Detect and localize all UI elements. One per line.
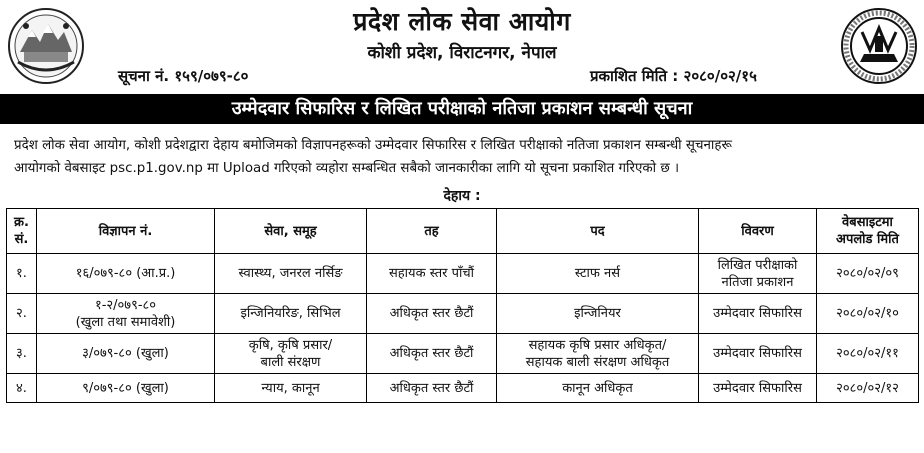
- cell-text: कानून अधिकृत: [562, 380, 633, 396]
- cell-text: इन्जिनियर: [574, 306, 621, 321]
- intro-paragraph: [14, 134, 914, 180]
- cell-text: (खुला तथा समावेशी): [75, 314, 176, 330]
- cell-post: [497, 294, 699, 334]
- cell-level: अधिकृत स्तर छैटौं: [367, 294, 497, 334]
- cell-text: स्टाफ नर्स: [574, 266, 621, 281]
- col-header-post: पद: [497, 209, 699, 254]
- cell-upload-date: २०८०/०२/१२: [817, 374, 919, 403]
- cell-text: लिखित परीक्षाको: [717, 257, 798, 273]
- cell-ad-no: [37, 334, 215, 374]
- commission-title: प्रदेश लोक सेवा आयोग: [353, 7, 571, 36]
- cell-post: [497, 374, 699, 403]
- cell-ad-no: [37, 254, 215, 294]
- col-header-upload-date: [817, 209, 919, 254]
- cell-level: अधिकृत स्तर छैटौं: [367, 334, 497, 374]
- intro-line: आयोगको वेबसाइट psc.p1.gov.np मा Upload गरिएको व्यहोरा सम्बन्धित सबैको जानकारीका लागि यो सूचना प्रकाशित गरिएको छ ।: [14, 161, 680, 176]
- cell-text: स्वास्थ्य, जनरल नर्सिङ: [238, 266, 343, 281]
- cell-level: सहायक स्तर पाँचौं: [367, 254, 497, 294]
- cell-ad-no: [37, 374, 215, 403]
- cell-details: [699, 374, 817, 403]
- header-text: अपलोड मिति: [836, 232, 899, 247]
- cell-text: उम्मेदवार सिफारिस: [713, 346, 802, 361]
- cell-sn: १.: [7, 254, 37, 294]
- cell-text: बाली संरक्षण: [260, 354, 321, 370]
- header-text: सं.: [14, 232, 29, 247]
- col-header-level: तह: [367, 209, 497, 254]
- cell-details: [699, 254, 817, 294]
- col-header-ad-no: विज्ञापन नं.: [37, 209, 215, 254]
- table-header-row: [7, 209, 919, 254]
- cell-text: ३/०७९-८० (खुला): [82, 346, 169, 361]
- cell-text: न्याय, कानून: [261, 380, 320, 396]
- cell-sn: ३.: [7, 334, 37, 374]
- cell-text: उम्मेदवार सिफारिस: [713, 380, 802, 396]
- header-text: क्र.: [14, 215, 29, 230]
- cell-service: [215, 294, 367, 334]
- header-text: वेबसाइटमा: [842, 215, 893, 230]
- cell-service: [215, 254, 367, 294]
- results-table: [6, 208, 919, 403]
- cell-level: अधिकृत स्तर छैटौं: [367, 374, 497, 403]
- table-row: [7, 254, 919, 294]
- cell-ad-no: [37, 294, 215, 334]
- cell-service: [215, 334, 367, 374]
- cell-details: [699, 334, 817, 374]
- cell-post: [497, 334, 699, 374]
- cell-details: [699, 294, 817, 334]
- table-row: [7, 334, 919, 374]
- cell-text: नतिजा प्रकाशन: [721, 274, 794, 290]
- cell-text: १६/०७९-८० (आ.प्र.): [75, 266, 176, 281]
- cell-post: [497, 254, 699, 294]
- table-row: [7, 374, 919, 403]
- cell-text: सहायक कृषि प्रसार अधिकृत/: [528, 337, 667, 353]
- col-header-details: विवरण: [699, 209, 817, 254]
- cell-upload-date: २०८०/०२/११: [817, 334, 919, 374]
- cell-text: ९/०७९-८० (खुला): [82, 380, 169, 396]
- cell-text: १-२/०७९-८०: [94, 297, 157, 313]
- col-header-service: सेवा, समूह: [215, 209, 367, 254]
- cell-text: सहायक बाली संरक्षण अधिकृत: [525, 354, 670, 370]
- cell-upload-date: २०८०/०२/०९: [817, 254, 919, 294]
- notice-heading-banner: उम्मेदवार सिफारिस र लिखित परीक्षाको नतिजा प्रकाशन सम्बन्धी सूचना: [0, 94, 924, 124]
- cell-upload-date: २०८०/०२/१०: [817, 294, 919, 334]
- table-row: [7, 294, 919, 334]
- cell-text: इन्जिनियरिङ, सिभिल: [240, 306, 341, 321]
- intro-line: प्रदेश लोक सेवा आयोग, कोशी प्रदेशद्वारा देहाय बमोजिमको विज्ञापनहरूको उम्मेदवार सिफारिस र लिखित परीक्षाको नतिजा प्रकाशन सम्बन्धी सूचनाहरू: [14, 138, 732, 153]
- cell-text: उम्मेदवार सिफारिस: [713, 306, 802, 321]
- cell-text: कृषि, कृषि प्रसार/: [248, 337, 333, 353]
- col-header-sn: [7, 209, 37, 254]
- cell-sn: ४.: [7, 374, 37, 403]
- cell-service: [215, 374, 367, 403]
- dehay-label: देहाय :: [443, 188, 481, 204]
- commission-address: कोशी प्रदेश, विराटनगर, नेपाल: [367, 43, 557, 63]
- cell-sn: २.: [7, 294, 37, 334]
- published-date: प्रकाशित मिति : २०८०/०२/१५: [590, 67, 757, 85]
- notice-number: सूचना नं. १५९/०७९-८०: [118, 67, 249, 85]
